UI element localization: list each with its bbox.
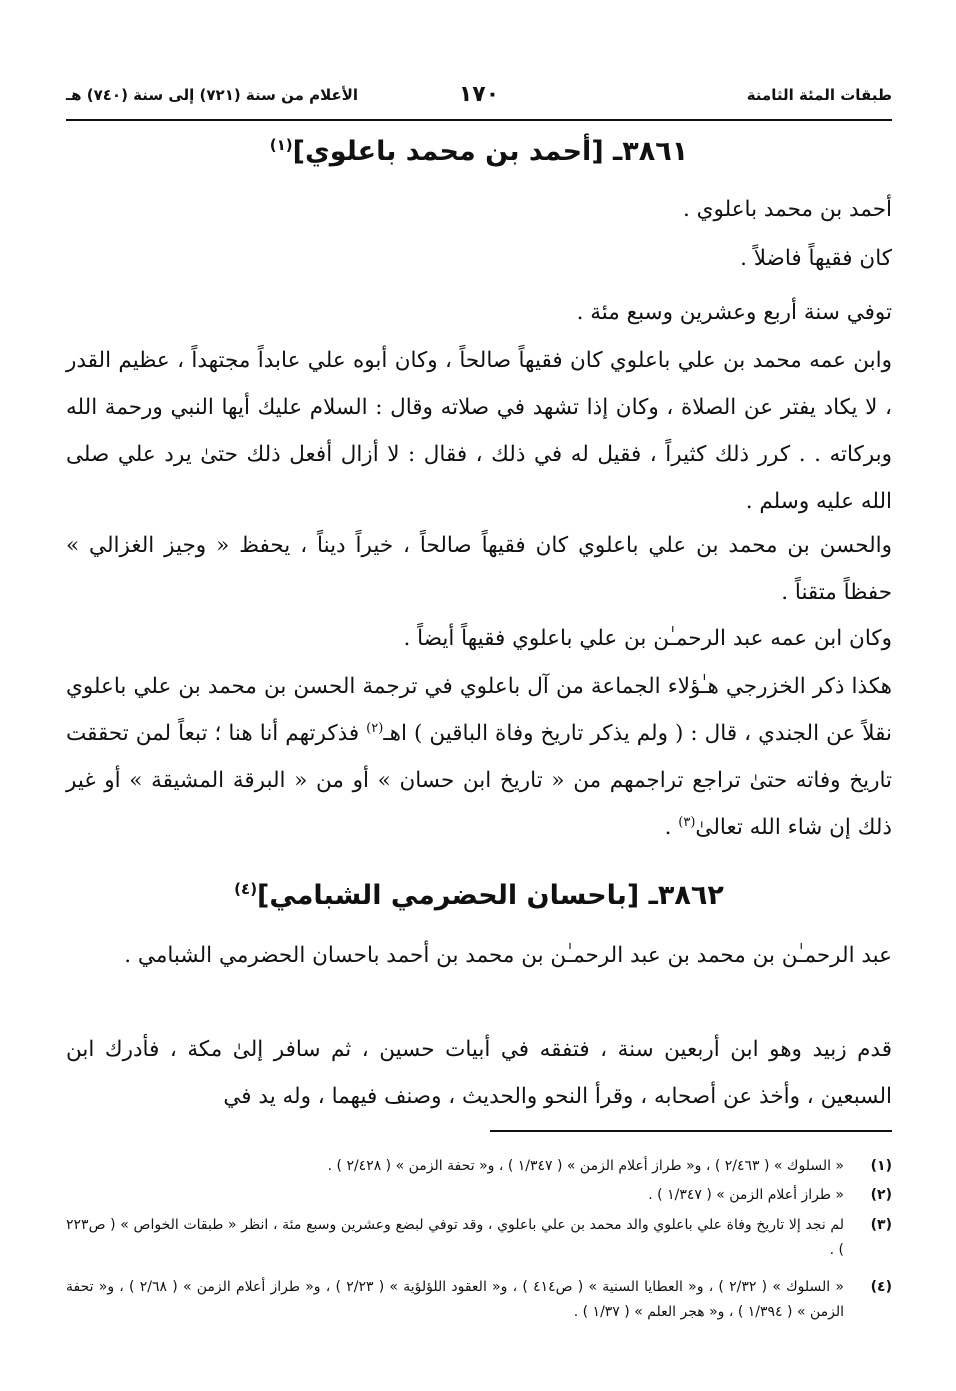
paragraph: كان فقيهاً فاضلاً . bbox=[740, 246, 892, 271]
paragraph: قدم زبيد وهو ابن أربعين سنة ، فتفقه في أبيات حسين ، ثم سافر إلىٰ مكة ، فأدرك ابن السبعين ، وأخذ عن أصحابه ، وقرأ النحو والحديث ، وصنف فيهما ، وله يد في bbox=[66, 1037, 892, 1109]
footnote bbox=[66, 1183, 892, 1208]
footnote bbox=[66, 1213, 892, 1263]
footnote-text: « طراز أعلام الزمن » ( ١/٣٤٧ ) . bbox=[648, 1187, 844, 1203]
footnote bbox=[66, 1154, 892, 1179]
footnote-number: (١) bbox=[870, 1158, 892, 1174]
footnote-number: (٢) bbox=[870, 1187, 892, 1203]
date-range: الأعلام من سنة (٧٢١) إلى سنة (٧٤٠) هـ bbox=[66, 86, 359, 104]
section-title: طبقات المئة الثامنة bbox=[746, 86, 892, 104]
entry-title-text: ٣٨٦١ـ [أحمد بن محمد باعلوي] bbox=[292, 136, 689, 167]
footnote-text: « السلوك » ( ٢/٤٦٣ ) ، و« طراز أعلام الزمن » ( ١/٣٤٧ ) ، و« تحفة الزمن » ( ٢/٤٢٨ ) . bbox=[327, 1158, 844, 1174]
footnote-text: « السلوك » ( ٢/٣٢ ) ، و« العطايا السنية » ( ص٤١٤ ) ، و« العقود اللؤلؤية » ( ٢/٢٣ ) ، و« طراز أعلام الزمن » ( ٢/٦٨ ) ، و« تحفة الزمن » ( ١/٣٩٤ ) ، و« هجر العلم » ( ١/٣٧ ) . bbox=[66, 1279, 844, 1320]
footnote-ref: (١) bbox=[269, 136, 293, 154]
paragraph: وكان ابن عمه عبد الرحمـٰن بن علي باعلوي فقيهاً أيضاً . bbox=[403, 626, 892, 651]
footnote bbox=[66, 1275, 892, 1325]
paragraph-text: . bbox=[664, 815, 679, 840]
paragraph-text: فذكرتهم أنا هنا ؛ تبعاً لمن تحققت تاريخ وفاته حتىٰ تراجع تراجمهم من « تاريخ ابن حسان » أو من « البرقة المشيقة » أو غير ذلك إن شاء الله تعالىٰ bbox=[66, 721, 892, 840]
footnote-number: (٤) bbox=[870, 1279, 892, 1295]
entry-title bbox=[66, 880, 892, 911]
footnote-ref: (٢) bbox=[366, 720, 384, 736]
running-header bbox=[66, 82, 892, 118]
entry-title-text: ٣٨٦٢ـ [باحسان الحضرمي الشبامي] bbox=[257, 880, 724, 911]
paragraph: أحمد بن محمد باعلوي . bbox=[682, 197, 892, 222]
paragraph: عبد الرحمـٰن بن محمد بن عبد الرحمـٰن بن محمد بن أحمد باحسان الحضرمي الشبامي . bbox=[124, 943, 892, 968]
entry-title bbox=[66, 136, 892, 167]
paragraph bbox=[66, 663, 892, 851]
footnote-separator bbox=[490, 1130, 892, 1132]
footnote-text: لم نجد إلا تاريخ وفاة علي باعلوي والد محمد بن علي باعلوي ، وقد توفي لبضع وعشرين وسبع مئة ، انظر « طبقات الخواص » ( ص٢٢٣ ) . bbox=[66, 1217, 844, 1258]
header-rule bbox=[66, 119, 892, 121]
paragraph: وابن عمه محمد بن علي باعلوي كان فقيهاً صالحاً ، وكان أبوه علي عابداً مجتهداً ، عظيم القدر ، لا يكاد يفتر عن الصلاة ، وكان إذا تشهد في صلاته وقال : السلام عليك أيها النبي ورحمة الله وبركاته . . كرر ذلك كثيراً ، فقيل له في ذلك ، فقال : لا أزال أفعل ذلك حتىٰ يرد علي صلى الله عليه وسلم . bbox=[66, 348, 892, 514]
footnote-ref: (٣) bbox=[678, 814, 696, 830]
footnote-ref: (٤) bbox=[234, 880, 258, 898]
paragraph: والحسن بن محمد بن علي باعلوي كان فقيهاً صالحاً ، خيراً ديناً ، يحفظ « وجيز الغزالي » حفظاً متقناً . bbox=[66, 533, 892, 605]
paragraph: توفي سنة أربع وعشرين وسبع مئة . bbox=[576, 300, 892, 325]
paragraph-text: هكذا ذكر الخزرجي هـٰؤلاء الجماعة من آل باعلوي في ترجمة الحسن بن محمد بن علي باعلوي نقلاً عن الجندي ، قال : ( ولم يذكر تاريخ وفاة الباقين ) اهـ bbox=[66, 674, 892, 746]
page-number: ١٧٠ bbox=[458, 82, 500, 107]
footnote-number: (٣) bbox=[870, 1217, 892, 1233]
